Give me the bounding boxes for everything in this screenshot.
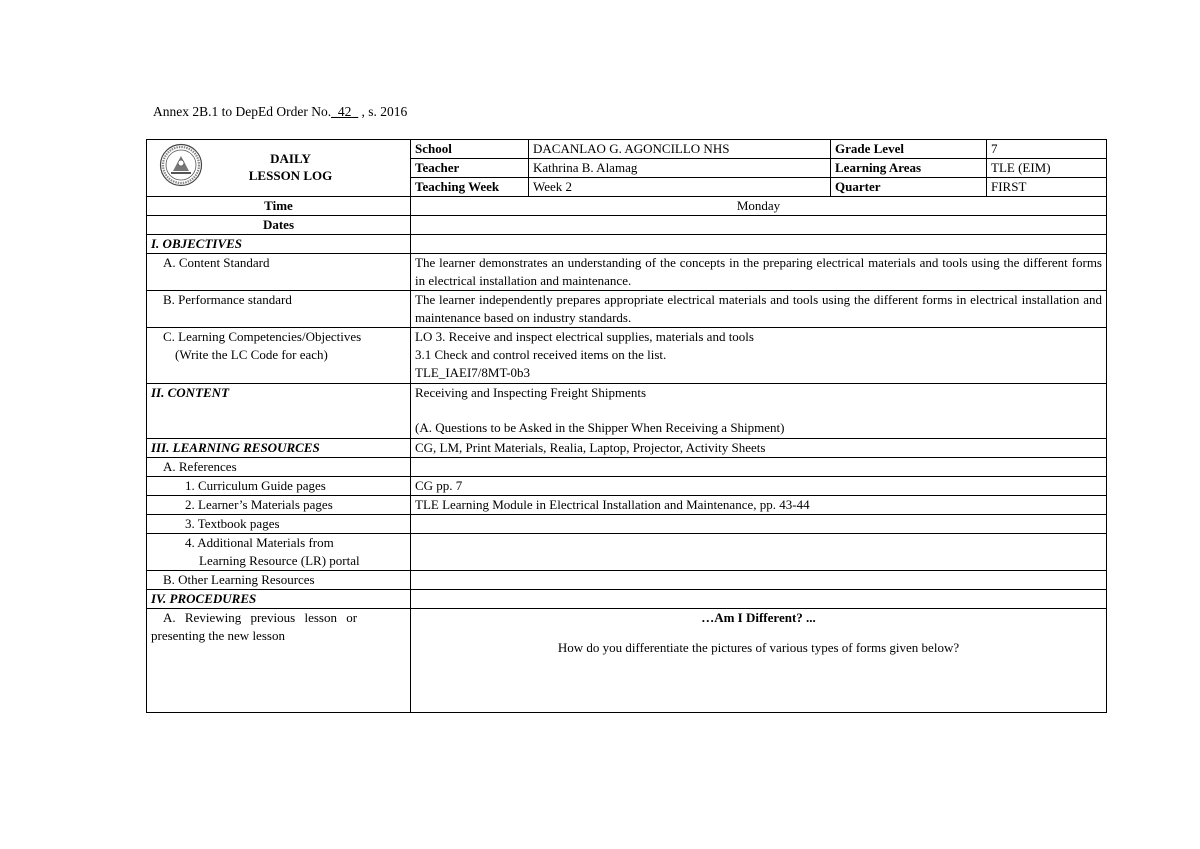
learners-materials-value: TLE Learning Module in Electrical Installation and Maintenance, pp. 43-44	[411, 496, 1107, 515]
daily-lesson-log-table	[146, 139, 1107, 713]
review-label-line-2: presenting the new lesson	[151, 628, 285, 643]
additional-label-line-2: Learning Resource (LR) portal	[199, 553, 360, 568]
procedures-heading: IV. PROCEDURES	[147, 590, 411, 609]
teacher-value: Kathrina B. Alamag	[529, 159, 831, 178]
textbook-pages-value	[411, 515, 1107, 534]
annex-line	[153, 104, 407, 120]
additional-materials-label	[147, 534, 411, 571]
lc-code: TLE_IAEI7/8MT-0b3	[415, 365, 531, 380]
lc-label-line-1: C. Learning Competencies/Objectives	[163, 329, 362, 344]
grade-level-label: Grade Level	[831, 140, 987, 159]
learning-resources-heading: III. LEARNING RESOURCES	[147, 439, 411, 458]
performance-standard-label: B. Performance standard	[147, 291, 411, 328]
teaching-week-value: Week 2	[529, 178, 831, 197]
other-resources-value	[411, 571, 1107, 590]
title-line-1: DAILY	[270, 151, 311, 166]
annex-prefix: Annex 2B.1 to DepEd Order No.	[153, 104, 332, 119]
content-standard-value: The learner demonstrates an understanding of the concepts in the preparing electrical materials and tools using the different forms in electrical installation and maintenance.	[411, 254, 1107, 291]
activity-title: …Am I Different? ...	[701, 610, 816, 625]
title-line-2: LESSON LOG	[248, 168, 333, 183]
grade-level-value: 7	[987, 140, 1107, 159]
learning-competencies-label	[147, 328, 411, 384]
dates-value	[411, 216, 1107, 235]
teaching-week-label: Teaching Week	[411, 178, 529, 197]
references-value	[411, 458, 1107, 477]
content-topic: Receiving and Inspecting Freight Shipments	[415, 385, 647, 400]
time-value: Monday	[411, 197, 1107, 216]
additional-materials-value	[411, 534, 1107, 571]
header-title-cell	[147, 140, 411, 197]
lc-value-line-2: 3.1 Check and control received items on the list.	[415, 347, 667, 362]
textbook-pages-label: 3. Textbook pages	[147, 515, 411, 534]
activity-question: How do you differentiate the pictures of various types of forms given below?	[557, 640, 960, 655]
school-value: DACANLAO G. AGONCILLO NHS	[529, 140, 831, 159]
teacher-label: Teacher	[411, 159, 529, 178]
learning-resources-value: CG, LM, Print Materials, Realia, Laptop, Projector, Activity Sheets	[411, 439, 1107, 458]
review-lesson-value	[411, 609, 1107, 713]
other-resources-label: B. Other Learning Resources	[147, 571, 411, 590]
review-lesson-label	[147, 609, 411, 713]
lc-value-line-1: LO 3. Receive and inspect electrical supplies, materials and tools	[415, 329, 754, 344]
order-number-value: 42	[337, 104, 352, 119]
curriculum-guide-label: 1. Curriculum Guide pages	[147, 477, 411, 496]
references-label: A. References	[147, 458, 411, 477]
dates-label: Dates	[147, 216, 411, 235]
lc-label-line-2: (Write the LC Code for each)	[175, 347, 328, 362]
procedures-value	[411, 590, 1107, 609]
content-subtopic: (A. Questions to be Asked in the Shipper When Receiving a Shipment)	[415, 420, 785, 435]
additional-label-line-1: 4. Additional Materials from	[185, 535, 334, 550]
annex-suffix: , s. 2016	[358, 104, 408, 119]
learners-materials-label: 2. Learner’s Materials pages	[147, 496, 411, 515]
content-value	[411, 384, 1107, 439]
quarter-value: FIRST	[987, 178, 1107, 197]
curriculum-guide-value: CG pp. 7	[411, 477, 1107, 496]
learning-areas-label: Learning Areas	[831, 159, 987, 178]
review-label-line-1: A. Reviewing previous lesson or	[163, 610, 358, 625]
time-label: Time	[147, 197, 411, 216]
learning-areas-value: TLE (EIM)	[987, 159, 1107, 178]
deped-seal-icon	[159, 143, 203, 187]
order-number: _42_	[331, 104, 359, 119]
performance-standard-value: The learner independently prepares appropriate electrical materials and tools using the different forms in electrical installation and maintenance based on industry standards.	[411, 291, 1107, 328]
objectives-value	[411, 235, 1107, 254]
content-standard-label: A. Content Standard	[147, 254, 411, 291]
school-label: School	[411, 140, 529, 159]
objectives-heading: I. OBJECTIVES	[147, 235, 411, 254]
quarter-label: Quarter	[831, 178, 987, 197]
learning-competencies-value	[411, 328, 1107, 384]
content-heading: II. CONTENT	[147, 384, 411, 439]
